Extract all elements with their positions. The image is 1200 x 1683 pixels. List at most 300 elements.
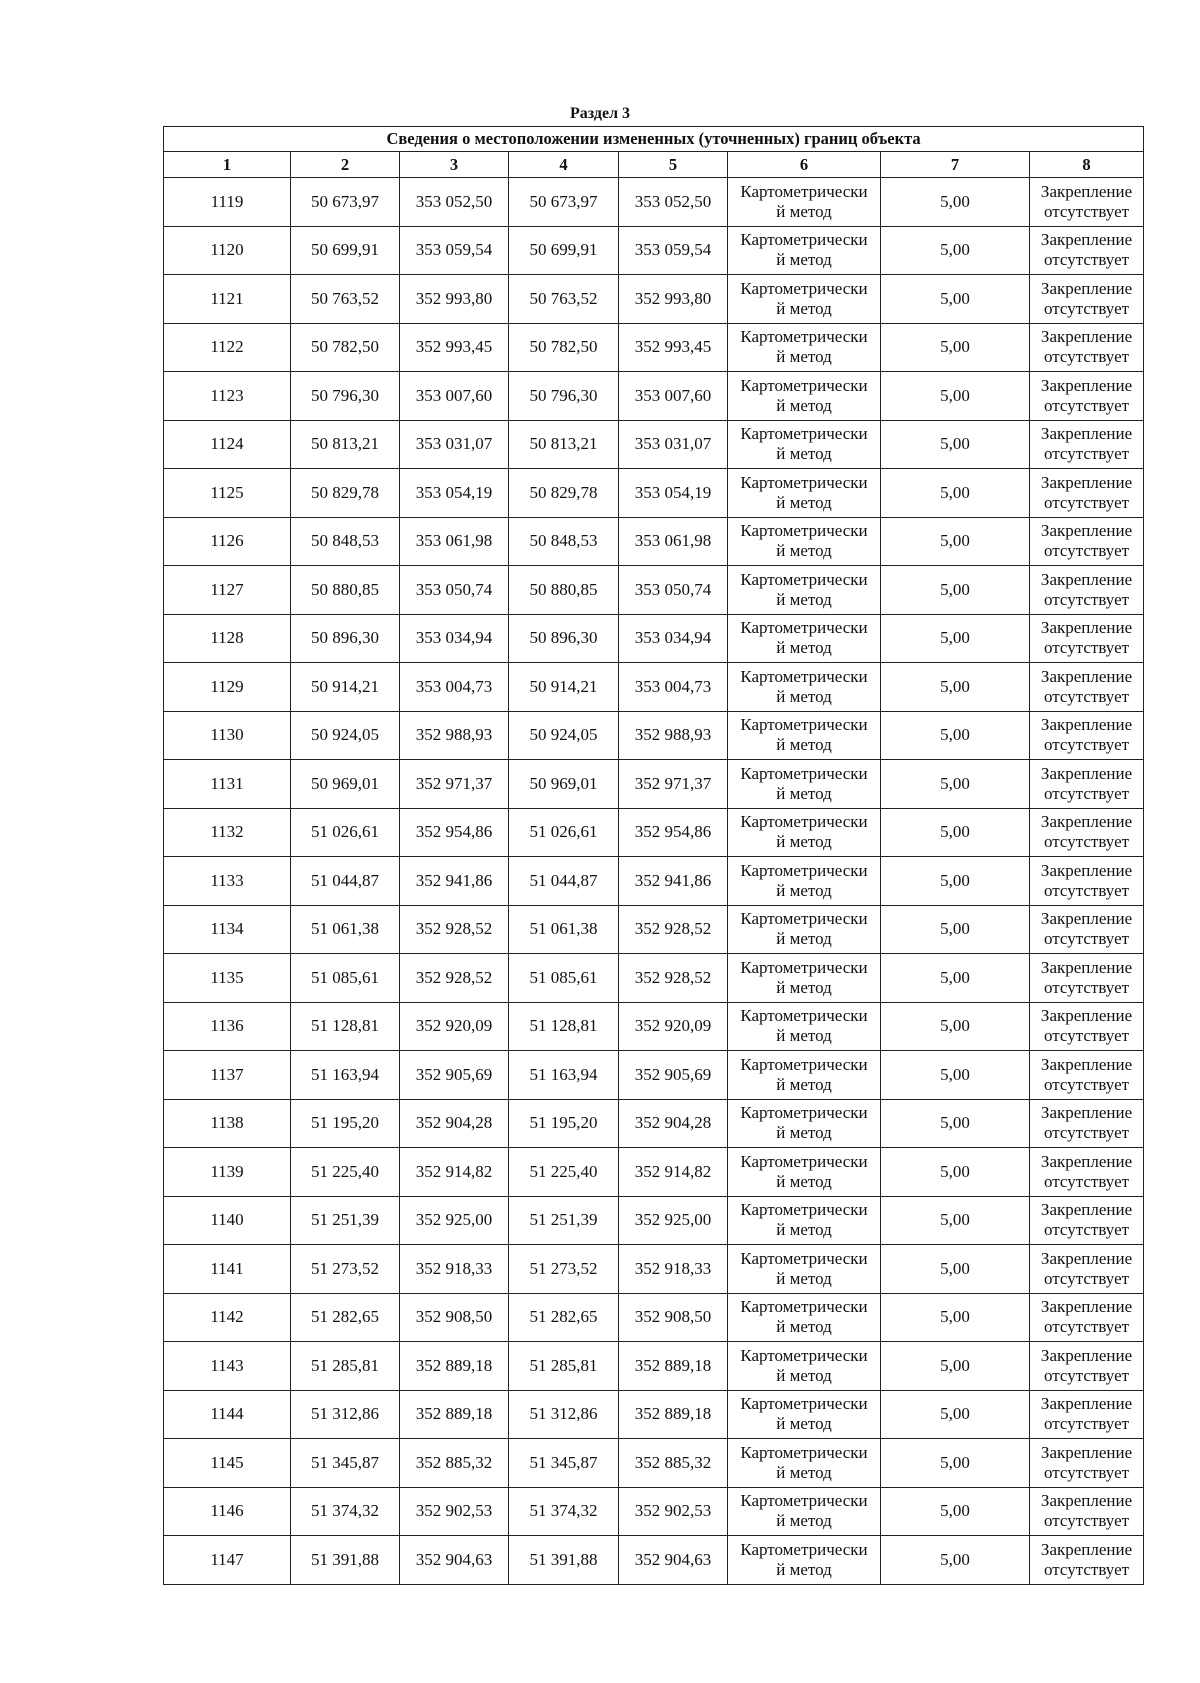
fixation-cell [1030,663,1144,712]
point-number-cell: 1136 [164,1002,291,1051]
y-coordinate-cell: 352 885,32 [619,1439,728,1488]
column-number-row [164,152,1144,178]
method-line-1: Картометрически [740,1491,868,1511]
method-line-1: Картометрически [740,521,868,541]
accuracy-cell: 5,00 [881,954,1030,1003]
fixation-line-1: Закрепление [1040,278,1133,298]
table-row [164,1536,1144,1585]
x-coordinate-cell: 50 796,30 [509,372,619,421]
method-line-1: Картометрически [740,424,868,444]
accuracy-cell: 5,00 [881,614,1030,663]
method-cell [728,1196,881,1245]
y-coordinate-cell: 352 889,18 [619,1342,728,1391]
x-coordinate-cell: 50 763,52 [509,275,619,324]
fixation-line-1: Закрепление [1040,1006,1133,1026]
fixation-cell [1030,275,1144,324]
method-cell [728,372,881,421]
fixation-cell [1030,760,1144,809]
method-line-2: й метод [776,1268,832,1288]
y-coordinate-cell: 352 902,53 [400,1487,509,1536]
point-number-cell: 1141 [164,1245,291,1294]
table-row [164,663,1144,712]
y-coordinate-cell: 353 054,19 [400,469,509,518]
fixation-line-1: Закрепление [1040,909,1133,929]
fixation-line-1: Закрепление [1040,1394,1133,1414]
fixation-line-1: Закрепление [1040,1103,1133,1123]
y-coordinate-cell: 352 971,37 [619,760,728,809]
x-coordinate-cell: 51 312,86 [291,1390,400,1439]
fixation-cell [1030,566,1144,615]
y-coordinate-cell: 352 925,00 [400,1196,509,1245]
y-coordinate-cell: 352 904,28 [400,1099,509,1148]
method-line-1: Картометрически [740,812,868,832]
method-cell [728,517,881,566]
point-number-cell: 1130 [164,711,291,760]
accuracy-cell: 5,00 [881,420,1030,469]
x-coordinate-cell: 50 699,91 [291,226,400,275]
y-coordinate-cell: 352 941,86 [400,857,509,906]
fixation-line-2: отсутствует [1044,347,1130,367]
fixation-cell [1030,1002,1144,1051]
fixation-line-1: Закрепление [1040,1248,1133,1268]
accuracy-cell: 5,00 [881,1099,1030,1148]
accuracy-cell: 5,00 [881,1245,1030,1294]
method-cell [728,275,881,324]
method-cell [728,1439,881,1488]
y-coordinate-cell: 352 971,37 [400,760,509,809]
accuracy-cell: 5,00 [881,1002,1030,1051]
method-line-1: Картометрически [740,181,868,201]
point-number-cell: 1145 [164,1439,291,1488]
method-line-1: Картометрически [740,1151,868,1171]
y-coordinate-cell: 352 920,09 [619,1002,728,1051]
table-row [164,420,1144,469]
y-coordinate-cell: 352 914,82 [400,1148,509,1197]
table-body [164,178,1144,1585]
x-coordinate-cell: 51 225,40 [291,1148,400,1197]
fixation-cell [1030,420,1144,469]
accuracy-cell: 5,00 [881,808,1030,857]
fixation-line-1: Закрепление [1040,860,1133,880]
accuracy-cell: 5,00 [881,663,1030,712]
fixation-line-2: отсутствует [1044,492,1130,512]
method-line-1: Картометрически [740,909,868,929]
method-cell [728,857,881,906]
x-coordinate-cell: 51 195,20 [291,1099,400,1148]
accuracy-cell: 5,00 [881,711,1030,760]
method-cell [728,954,881,1003]
y-coordinate-cell: 353 034,94 [619,614,728,663]
fixation-line-2: отсутствует [1044,250,1130,270]
fixation-line-1: Закрепление [1040,1151,1133,1171]
accuracy-cell: 5,00 [881,323,1030,372]
x-coordinate-cell: 50 880,85 [509,566,619,615]
method-line-2: й метод [776,1365,832,1385]
x-coordinate-cell: 51 044,87 [291,857,400,906]
method-line-2: й метод [776,832,832,852]
method-cell [728,1002,881,1051]
y-coordinate-cell: 353 004,73 [400,663,509,712]
fixation-line-2: отсутствует [1044,1268,1130,1288]
fixation-line-2: отсутствует [1044,201,1130,221]
x-coordinate-cell: 51 128,81 [509,1002,619,1051]
y-coordinate-cell: 352 918,33 [400,1245,509,1294]
table-row [164,1051,1144,1100]
method-cell [728,566,881,615]
method-line-2: й метод [776,929,832,949]
method-line-1: Картометрически [740,1200,868,1220]
fixation-cell [1030,226,1144,275]
x-coordinate-cell: 51 044,87 [509,857,619,906]
y-coordinate-cell: 352 889,18 [400,1342,509,1391]
y-coordinate-cell: 352 904,28 [619,1099,728,1148]
method-line-1: Картометрически [740,1394,868,1414]
table-row [164,469,1144,518]
method-line-1: Картометрически [740,1248,868,1268]
x-coordinate-cell: 51 026,61 [291,808,400,857]
y-coordinate-cell: 353 004,73 [619,663,728,712]
point-number-cell: 1127 [164,566,291,615]
table-row [164,178,1144,227]
method-line-1: Картометрически [740,860,868,880]
x-coordinate-cell: 51 285,81 [291,1342,400,1391]
y-coordinate-cell: 353 050,74 [400,566,509,615]
method-line-2: й метод [776,1559,832,1579]
boundary-coordinates-table [163,126,1144,1585]
method-line-2: й метод [776,347,832,367]
y-coordinate-cell: 352 908,50 [619,1293,728,1342]
point-number-cell: 1144 [164,1390,291,1439]
x-coordinate-cell: 51 345,87 [291,1439,400,1488]
method-cell [728,1051,881,1100]
table-row [164,1099,1144,1148]
column-number-header: 8 [1030,152,1144,178]
x-coordinate-cell: 50 782,50 [291,323,400,372]
x-coordinate-cell: 51 282,65 [509,1293,619,1342]
x-coordinate-cell: 50 924,05 [509,711,619,760]
method-line-1: Картометрически [740,1297,868,1317]
y-coordinate-cell: 352 889,18 [619,1390,728,1439]
point-number-cell: 1137 [164,1051,291,1100]
x-coordinate-cell: 50 763,52 [291,275,400,324]
table-row [164,1293,1144,1342]
fixation-line-2: отсутствует [1044,638,1130,658]
x-coordinate-cell: 51 391,88 [291,1536,400,1585]
accuracy-cell: 5,00 [881,1148,1030,1197]
method-line-2: й метод [776,1511,832,1531]
table-row [164,1148,1144,1197]
method-cell [728,1293,881,1342]
x-coordinate-cell: 51 128,81 [291,1002,400,1051]
point-number-cell: 1146 [164,1487,291,1536]
fixation-line-2: отсутствует [1044,1317,1130,1337]
fixation-line-2: отсутствует [1044,783,1130,803]
method-cell [728,1487,881,1536]
x-coordinate-cell: 51 251,39 [509,1196,619,1245]
fixation-line-2: отсутствует [1044,1074,1130,1094]
column-number-header: 4 [509,152,619,178]
fixation-cell [1030,1439,1144,1488]
table-row [164,517,1144,566]
method-cell [728,420,881,469]
table-row [164,372,1144,421]
fixation-line-1: Закрепление [1040,1297,1133,1317]
y-coordinate-cell: 352 993,45 [619,323,728,372]
fixation-cell [1030,1245,1144,1294]
point-number-cell: 1121 [164,275,291,324]
fixation-line-1: Закрепление [1040,521,1133,541]
table-row [164,1245,1144,1294]
method-cell [728,323,881,372]
fixation-line-2: отсутствует [1044,1171,1130,1191]
y-coordinate-cell: 352 954,86 [400,808,509,857]
x-coordinate-cell: 51 374,32 [291,1487,400,1536]
fixation-cell [1030,469,1144,518]
x-coordinate-cell: 50 673,97 [509,178,619,227]
method-line-2: й метод [776,1414,832,1434]
table-row [164,614,1144,663]
x-coordinate-cell: 50 924,05 [291,711,400,760]
fixation-line-1: Закрепление [1040,472,1133,492]
method-line-1: Картометрически [740,327,868,347]
method-line-1: Картометрически [740,1006,868,1026]
fixation-cell [1030,808,1144,857]
method-cell [728,1342,881,1391]
table-row [164,1390,1144,1439]
fixation-line-2: отсутствует [1044,686,1130,706]
method-line-1: Картометрически [740,957,868,977]
fixation-line-1: Закрепление [1040,666,1133,686]
method-line-2: й метод [776,686,832,706]
fixation-cell [1030,1390,1144,1439]
fixation-line-2: отсутствует [1044,832,1130,852]
point-number-cell: 1133 [164,857,291,906]
fixation-cell [1030,954,1144,1003]
accuracy-cell: 5,00 [881,760,1030,809]
method-line-1: Картометрически [740,1103,868,1123]
y-coordinate-cell: 352 988,93 [400,711,509,760]
point-number-cell: 1126 [164,517,291,566]
method-line-2: й метод [776,1171,832,1191]
fixation-line-2: отсутствует [1044,735,1130,755]
method-line-1: Картометрически [740,375,868,395]
column-number-header: 2 [291,152,400,178]
y-coordinate-cell: 352 914,82 [619,1148,728,1197]
x-coordinate-cell: 51 374,32 [509,1487,619,1536]
point-number-cell: 1124 [164,420,291,469]
x-coordinate-cell: 50 829,78 [509,469,619,518]
fixation-cell [1030,1293,1144,1342]
y-coordinate-cell: 353 052,50 [400,178,509,227]
point-number-cell: 1119 [164,178,291,227]
x-coordinate-cell: 51 251,39 [291,1196,400,1245]
point-number-cell: 1131 [164,760,291,809]
fixation-line-2: отсутствует [1044,1220,1130,1240]
x-coordinate-cell: 50 813,21 [509,420,619,469]
table-row [164,905,1144,954]
x-coordinate-cell: 51 061,38 [291,905,400,954]
y-coordinate-cell: 352 904,63 [400,1536,509,1585]
fixation-line-1: Закрепление [1040,424,1133,444]
point-number-cell: 1122 [164,323,291,372]
point-number-cell: 1140 [164,1196,291,1245]
method-line-1: Картометрически [740,1054,868,1074]
x-coordinate-cell: 50 896,30 [291,614,400,663]
column-number-header: 1 [164,152,291,178]
y-coordinate-cell: 352 920,09 [400,1002,509,1051]
fixation-cell [1030,905,1144,954]
y-coordinate-cell: 353 007,60 [400,372,509,421]
table-row [164,1487,1144,1536]
y-coordinate-cell: 352 925,00 [619,1196,728,1245]
fixation-line-2: отсутствует [1044,1026,1130,1046]
fixation-line-2: отсутствует [1044,298,1130,318]
accuracy-cell: 5,00 [881,1390,1030,1439]
x-coordinate-cell: 51 282,65 [291,1293,400,1342]
x-coordinate-cell: 51 085,61 [509,954,619,1003]
method-line-2: й метод [776,1462,832,1482]
fixation-line-1: Закрепление [1040,1345,1133,1365]
table-caption: Сведения о местоположении измененных (уточненных) границ объекта [164,127,1144,152]
x-coordinate-cell: 51 345,87 [509,1439,619,1488]
accuracy-cell: 5,00 [881,1342,1030,1391]
column-number-header: 7 [881,152,1030,178]
method-line-2: й метод [776,589,832,609]
method-line-1: Картометрически [740,763,868,783]
fixation-cell [1030,614,1144,663]
fixation-line-2: отсутствует [1044,1462,1130,1482]
fixation-cell [1030,711,1144,760]
x-coordinate-cell: 50 848,53 [509,517,619,566]
y-coordinate-cell: 352 902,53 [619,1487,728,1536]
x-coordinate-cell: 51 285,81 [509,1342,619,1391]
fixation-line-1: Закрепление [1040,1054,1133,1074]
x-coordinate-cell: 51 163,94 [291,1051,400,1100]
x-coordinate-cell: 51 273,52 [291,1245,400,1294]
method-cell [728,663,881,712]
method-line-2: й метод [776,977,832,997]
y-coordinate-cell: 353 059,54 [400,226,509,275]
fixation-line-1: Закрепление [1040,569,1133,589]
fixation-line-2: отсутствует [1044,1511,1130,1531]
method-line-2: й метод [776,395,832,415]
fixation-line-1: Закрепление [1040,715,1133,735]
fixation-line-1: Закрепление [1040,812,1133,832]
method-line-2: й метод [776,298,832,318]
table-row [164,566,1144,615]
point-number-cell: 1142 [164,1293,291,1342]
x-coordinate-cell: 51 391,88 [509,1536,619,1585]
method-line-2: й метод [776,1026,832,1046]
fixation-line-2: отсутствует [1044,1365,1130,1385]
x-coordinate-cell: 50 896,30 [509,614,619,663]
section-title: Раздел 3 [569,105,631,122]
accuracy-cell: 5,00 [881,1051,1030,1100]
method-line-2: й метод [776,1074,832,1094]
y-coordinate-cell: 353 052,50 [619,178,728,227]
fixation-line-2: отсутствует [1044,541,1130,561]
x-coordinate-cell: 51 273,52 [509,1245,619,1294]
point-number-cell: 1139 [164,1148,291,1197]
method-line-1: Картометрически [740,1539,868,1559]
method-line-2: й метод [776,1123,832,1143]
y-coordinate-cell: 353 061,98 [619,517,728,566]
accuracy-cell: 5,00 [881,1536,1030,1585]
fixation-cell [1030,178,1144,227]
fixation-cell [1030,517,1144,566]
fixation-line-2: отсутствует [1044,395,1130,415]
method-line-1: Картометрически [740,1442,868,1462]
y-coordinate-cell: 352 928,52 [619,905,728,954]
fixation-line-2: отсутствует [1044,977,1130,997]
x-coordinate-cell: 51 085,61 [291,954,400,1003]
method-line-1: Картометрически [740,278,868,298]
table-row [164,323,1144,372]
y-coordinate-cell: 352 905,69 [619,1051,728,1100]
fixation-cell [1030,857,1144,906]
accuracy-cell: 5,00 [881,517,1030,566]
fixation-line-2: отсутствует [1044,1123,1130,1143]
y-coordinate-cell: 353 007,60 [619,372,728,421]
table-row [164,275,1144,324]
y-coordinate-cell: 352 908,50 [400,1293,509,1342]
y-coordinate-cell: 352 904,63 [619,1536,728,1585]
point-number-cell: 1132 [164,808,291,857]
fixation-line-2: отсутствует [1044,880,1130,900]
accuracy-cell: 5,00 [881,905,1030,954]
fixation-line-2: отсутствует [1044,1559,1130,1579]
point-number-cell: 1123 [164,372,291,421]
fixation-cell [1030,1342,1144,1391]
method-cell [728,711,881,760]
point-number-cell: 1143 [164,1342,291,1391]
method-cell [728,469,881,518]
x-coordinate-cell: 50 969,01 [291,760,400,809]
table-row [164,1439,1144,1488]
fixation-line-1: Закрепление [1040,1491,1133,1511]
fixation-line-1: Закрепление [1040,327,1133,347]
fixation-cell [1030,1051,1144,1100]
y-coordinate-cell: 353 059,54 [619,226,728,275]
method-cell [728,1245,881,1294]
method-line-1: Картометрически [740,569,868,589]
method-cell [728,226,881,275]
y-coordinate-cell: 352 988,93 [619,711,728,760]
x-coordinate-cell: 50 829,78 [291,469,400,518]
y-coordinate-cell: 352 993,80 [619,275,728,324]
table-row [164,1342,1144,1391]
x-coordinate-cell: 51 026,61 [509,808,619,857]
point-number-cell: 1128 [164,614,291,663]
point-number-cell: 1147 [164,1536,291,1585]
accuracy-cell: 5,00 [881,1439,1030,1488]
y-coordinate-cell: 353 031,07 [400,420,509,469]
table-row [164,1196,1144,1245]
x-coordinate-cell: 50 673,97 [291,178,400,227]
method-line-1: Картометрически [740,715,868,735]
fixation-line-1: Закрепление [1040,763,1133,783]
method-line-2: й метод [776,880,832,900]
method-line-2: й метод [776,541,832,561]
column-number-header: 3 [400,152,509,178]
fixation-cell [1030,1148,1144,1197]
y-coordinate-cell: 352 993,80 [400,275,509,324]
y-coordinate-cell: 353 034,94 [400,614,509,663]
point-number-cell: 1135 [164,954,291,1003]
y-coordinate-cell: 352 941,86 [619,857,728,906]
fixation-cell [1030,1487,1144,1536]
fixation-cell [1030,372,1144,421]
